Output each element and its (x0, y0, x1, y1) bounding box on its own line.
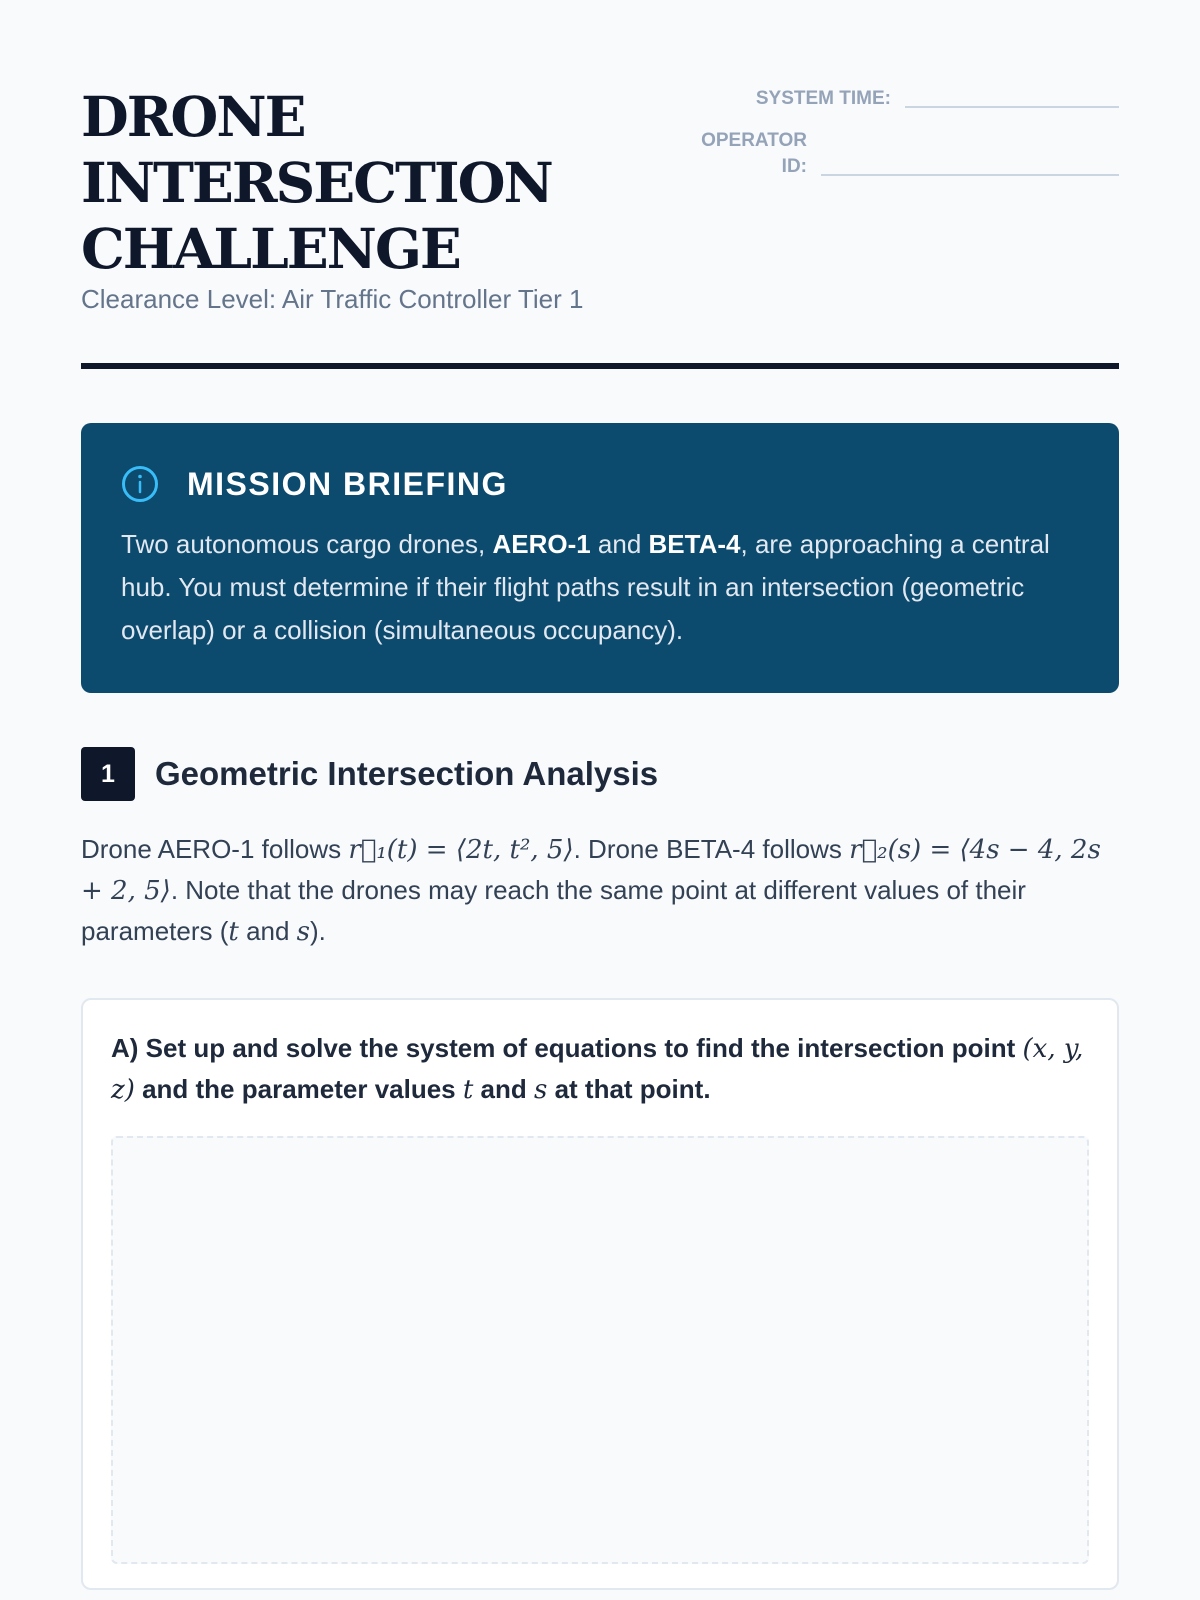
question-a-card (81, 998, 1119, 1590)
header-divider (81, 363, 1119, 369)
text-part: and (473, 1074, 534, 1104)
operator-id-field[interactable] (821, 174, 1119, 176)
info-icon (121, 465, 159, 503)
briefing-text-part: Two autonomous cargo drones, (121, 529, 493, 559)
system-time-label: SYSTEM TIME: (755, 88, 891, 109)
equation-r2: r⃗₂(s) = ⟨4s − 4, 2s + 2, 5⟩ (81, 835, 1101, 906)
variable-t: t (462, 1075, 474, 1105)
clearance-level: Clearance Level: Air Traffic Controller Tier 1 (81, 284, 584, 314)
operator-id-row (679, 128, 1119, 180)
title-line-3: CHALLENGE (81, 216, 460, 281)
section-1-header (81, 747, 1119, 801)
briefing-header (121, 465, 1079, 503)
variable-s: s (534, 1075, 548, 1105)
briefing-text-part: , are approaching a central hub. You must determine if their flight paths result in an intersection (geometric overlap) or a collision (simultaneous occupancy). (121, 529, 1050, 645)
section-1-description (81, 829, 1119, 952)
operator-id-label: OPERATOR ID: (701, 130, 807, 177)
section-title: Geometric Intersection Analysis (155, 755, 659, 792)
question-a-prompt (111, 1028, 1089, 1110)
system-time-field[interactable] (905, 106, 1119, 108)
answer-area[interactable] (111, 1136, 1089, 1564)
variable-t: t (228, 917, 239, 947)
header-meta (679, 86, 1119, 196)
text-part: . Note that the drones may reach the same point at different values of their parameters ( (81, 875, 1026, 946)
text-part: A) Set up and solve the system of equations to find the intersection point (111, 1033, 1023, 1063)
mission-briefing (81, 423, 1119, 693)
page-title (81, 84, 561, 282)
text-part: and the parameter values (134, 1074, 463, 1104)
title-line-2: INTERSECTION (81, 150, 552, 215)
variable-s: s (296, 917, 311, 947)
briefing-text-part: and (590, 529, 649, 559)
text-part: . Drone BETA-4 follows (573, 834, 850, 864)
text-part: and (238, 916, 297, 946)
drone-a-name: AERO-1 (492, 529, 591, 559)
system-time-row (679, 86, 1119, 112)
section-number-badge: 1 (81, 747, 135, 801)
title-line-1: DRONE (81, 84, 305, 149)
equation-r1: r⃗₁(t) = ⟨2t, t², 5⟩ (348, 835, 574, 865)
briefing-text (121, 523, 1079, 652)
drone-b-name: BETA-4 (648, 529, 741, 559)
briefing-title: MISSION BRIEFING (187, 465, 508, 502)
header (81, 0, 1119, 314)
point-xyz: (x, y, z) (111, 1034, 1084, 1105)
text-part: ). (310, 916, 326, 946)
text-part: at that point. (547, 1074, 711, 1104)
text-part: Drone AERO-1 follows (81, 834, 349, 864)
